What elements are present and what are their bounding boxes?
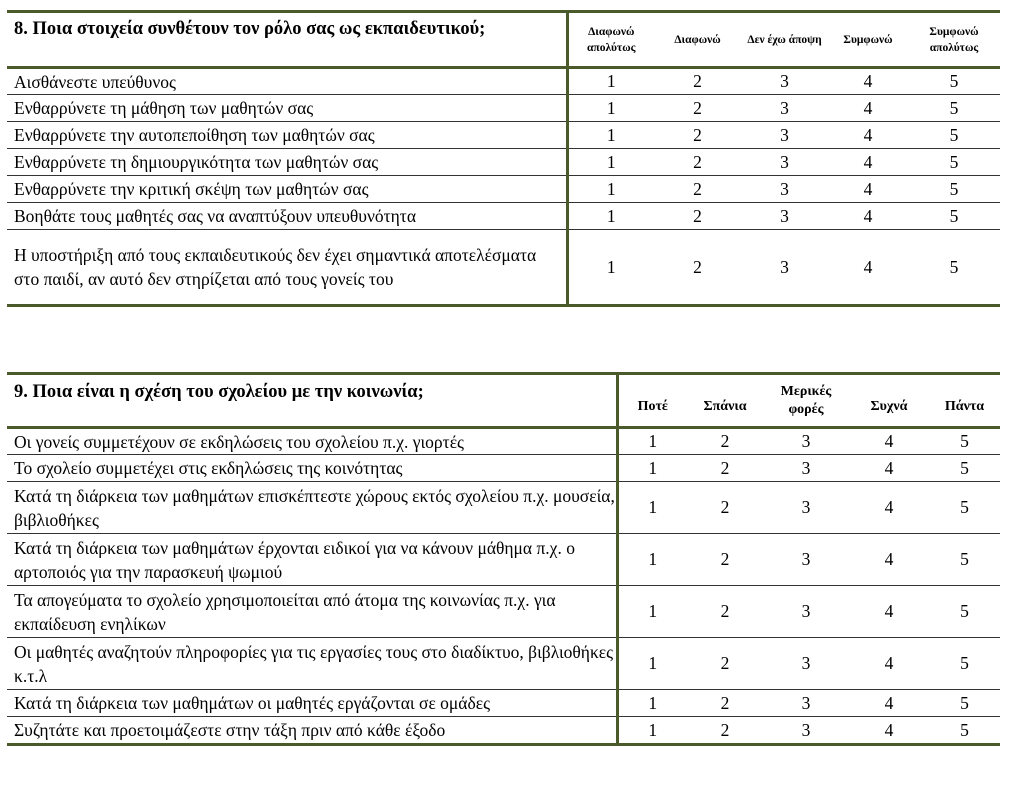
row-label: Ενθαρρύνετε τη μάθηση των μαθητών σας (7, 95, 567, 122)
scale-header-2: Διαφωνώ (654, 12, 741, 68)
row-label: Τα απογεύματα το σχολείο χρησιμοποιείται από άτομα της κοινωνίας π.χ. για εκπαίδευση ενηλίκων (7, 586, 617, 638)
rating-option-2[interactable]: 2 (687, 717, 763, 745)
table-row (7, 176, 1000, 203)
row-label: Συζητάτε και προετοιμάζεστε στην τάξη πριν από κάθε έξοδο (7, 717, 617, 745)
rating-option-4[interactable]: 4 (849, 428, 929, 455)
rating-option-5[interactable]: 5 (908, 68, 1000, 95)
rating-option-5[interactable]: 5 (908, 176, 1000, 203)
rating-option-5[interactable]: 5 (929, 534, 1000, 586)
rating-option-3[interactable]: 3 (763, 586, 849, 638)
scale-header-5: Συμφωνώ απολύτως (908, 12, 1000, 68)
rating-option-2[interactable]: 2 (687, 455, 763, 482)
rating-option-4[interactable]: 4 (828, 176, 908, 203)
rating-option-5[interactable]: 5 (929, 690, 1000, 717)
rating-option-1[interactable]: 1 (617, 690, 687, 717)
rating-option-5[interactable]: 5 (908, 149, 1000, 176)
scale-header-4: Συμφωνώ (828, 12, 908, 68)
row-label: Ενθαρρύνετε την αυτοπεποίθηση των μαθητών σας (7, 122, 567, 149)
table-row (7, 717, 1000, 745)
row-label: Κατά τη διάρκεια των μαθημάτων επισκέπτεστε χώρους εκτός σχολείου π.χ. μουσεία, βιβλιοθήκες (7, 482, 617, 534)
rating-option-3[interactable]: 3 (763, 428, 849, 455)
table-row (7, 68, 1000, 95)
rating-option-1[interactable]: 1 (617, 428, 687, 455)
rating-option-4[interactable]: 4 (828, 149, 908, 176)
rating-option-2[interactable]: 2 (654, 230, 741, 306)
rating-option-3[interactable]: 3 (741, 149, 828, 176)
table-row (7, 586, 1000, 638)
rating-option-5[interactable]: 5 (929, 638, 1000, 690)
rating-option-3[interactable]: 3 (741, 95, 828, 122)
rating-option-3[interactable]: 3 (763, 534, 849, 586)
row-label: Το σχολείο συμμετέχει στις εκδηλώσεις της κοινότητας (7, 455, 617, 482)
rating-option-3[interactable]: 3 (741, 68, 828, 95)
rating-option-4[interactable]: 4 (828, 95, 908, 122)
rating-option-5[interactable]: 5 (908, 122, 1000, 149)
rating-option-2[interactable]: 2 (687, 690, 763, 717)
rating-option-1[interactable]: 1 (617, 455, 687, 482)
rating-option-3[interactable]: 3 (741, 203, 828, 230)
row-label: Ενθαρρύνετε τη δημιουργικότητα των μαθητών σας (7, 149, 567, 176)
table-row (7, 122, 1000, 149)
rating-option-2[interactable]: 2 (687, 534, 763, 586)
rating-option-3[interactable]: 3 (763, 455, 849, 482)
rating-option-1[interactable]: 1 (617, 586, 687, 638)
row-label: Αισθάνεστε υπεύθυνος (7, 68, 567, 95)
rating-option-1[interactable]: 1 (617, 638, 687, 690)
table-row (7, 455, 1000, 482)
table-row (7, 95, 1000, 122)
table-row (7, 534, 1000, 586)
rating-option-5[interactable]: 5 (908, 95, 1000, 122)
scale-header-3: Δεν έχω άποψη (741, 12, 828, 68)
rating-option-1[interactable]: 1 (567, 122, 654, 149)
rating-option-1[interactable]: 1 (567, 95, 654, 122)
rating-option-4[interactable]: 4 (849, 586, 929, 638)
rating-option-2[interactable]: 2 (687, 638, 763, 690)
rating-option-2[interactable]: 2 (654, 176, 741, 203)
question-9-title: 9. Ποια είναι η σχέση του σχολείου με την κοινωνία; (7, 374, 617, 428)
rating-option-3[interactable]: 3 (741, 230, 828, 306)
table-row (7, 149, 1000, 176)
question-9-table (7, 372, 1000, 746)
rating-option-2[interactable]: 2 (654, 203, 741, 230)
row-label: Κατά τη διάρκεια των μαθημάτων οι μαθητές εργάζονται σε ομάδες (7, 690, 617, 717)
rating-option-5[interactable]: 5 (929, 717, 1000, 745)
rating-option-4[interactable]: 4 (849, 455, 929, 482)
row-label: Ενθαρρύνετε την κριτική σκέψη των μαθητών σας (7, 176, 567, 203)
rating-option-3[interactable]: 3 (763, 717, 849, 745)
rating-option-5[interactable]: 5 (929, 455, 1000, 482)
rating-option-2[interactable]: 2 (654, 68, 741, 95)
table-row (7, 690, 1000, 717)
rating-option-2[interactable]: 2 (654, 149, 741, 176)
table-row (7, 638, 1000, 690)
rating-option-4[interactable]: 4 (849, 717, 929, 745)
table-row (7, 482, 1000, 534)
rating-option-1[interactable]: 1 (617, 534, 687, 586)
rating-option-2[interactable]: 2 (654, 95, 741, 122)
rating-option-2[interactable]: 2 (654, 122, 741, 149)
rating-option-3[interactable]: 3 (763, 482, 849, 534)
rating-option-5[interactable]: 5 (929, 482, 1000, 534)
question-8-title: 8. Ποια στοιχεία συνθέτουν τον ρόλο σας ως εκπαιδευτικού; (7, 12, 567, 68)
rating-option-5[interactable]: 5 (908, 230, 1000, 306)
rating-option-3[interactable]: 3 (741, 122, 828, 149)
scale-header-4: Συχνά (849, 374, 929, 428)
rating-option-3[interactable]: 3 (763, 638, 849, 690)
rating-option-3[interactable]: 3 (741, 176, 828, 203)
rating-option-1[interactable]: 1 (567, 230, 654, 306)
rating-option-2[interactable]: 2 (687, 482, 763, 534)
table-row (7, 428, 1000, 455)
scale-header-3: Μερικές φορές (763, 374, 849, 428)
scale-header-1: Διαφωνώ απολύτως (567, 12, 654, 68)
row-label: Η υποστήριξη από τους εκπαιδευτικούς δεν έχει σημαντικά αποτελέσματα στο παιδί, αν αυτό δεν στηρίζεται από τους γονείς του (7, 230, 567, 306)
row-label: Κατά τη διάρκεια των μαθημάτων έρχονται ειδικοί για να κάνουν μάθημα π.χ. ο αρτοποιός για την παρασκευή ψωμιού (7, 534, 617, 586)
rating-option-4[interactable]: 4 (828, 230, 908, 306)
rating-option-5[interactable]: 5 (929, 428, 1000, 455)
rating-option-2[interactable]: 2 (687, 428, 763, 455)
rating-option-4[interactable]: 4 (828, 122, 908, 149)
rating-option-4[interactable]: 4 (828, 203, 908, 230)
row-label: Βοηθάτε τους μαθητές σας να αναπτύξουν υπευθυνότητα (7, 203, 567, 230)
rating-option-1[interactable]: 1 (617, 482, 687, 534)
scale-header-1: Ποτέ (617, 374, 687, 428)
table-row (7, 203, 1000, 230)
rating-option-5[interactable]: 5 (929, 586, 1000, 638)
rating-option-1[interactable]: 1 (567, 203, 654, 230)
rating-option-4[interactable]: 4 (828, 68, 908, 95)
rating-option-5[interactable]: 5 (908, 203, 1000, 230)
scale-header-2: Σπάνια (687, 374, 763, 428)
row-label: Οι μαθητές αναζητούν πληροφορίες για τις εργασίες τους στο διαδίκτυο, βιβλιοθήκες κ.τ.λ (7, 638, 617, 690)
rating-option-4[interactable]: 4 (849, 482, 929, 534)
rating-option-4[interactable]: 4 (849, 638, 929, 690)
scale-header-5: Πάντα (929, 374, 1000, 428)
row-label: Οι γονείς συμμετέχουν σε εκδηλώσεις του σχολείου π.χ. γιορτές (7, 428, 617, 455)
rating-option-3[interactable]: 3 (763, 690, 849, 717)
rating-option-1[interactable]: 1 (567, 149, 654, 176)
question-8-table (7, 10, 1000, 307)
table-row (7, 230, 1000, 306)
rating-option-1[interactable]: 1 (567, 68, 654, 95)
rating-option-4[interactable]: 4 (849, 534, 929, 586)
rating-option-1[interactable]: 1 (567, 176, 654, 203)
rating-option-4[interactable]: 4 (849, 690, 929, 717)
rating-option-2[interactable]: 2 (687, 586, 763, 638)
rating-option-1[interactable]: 1 (617, 717, 687, 745)
